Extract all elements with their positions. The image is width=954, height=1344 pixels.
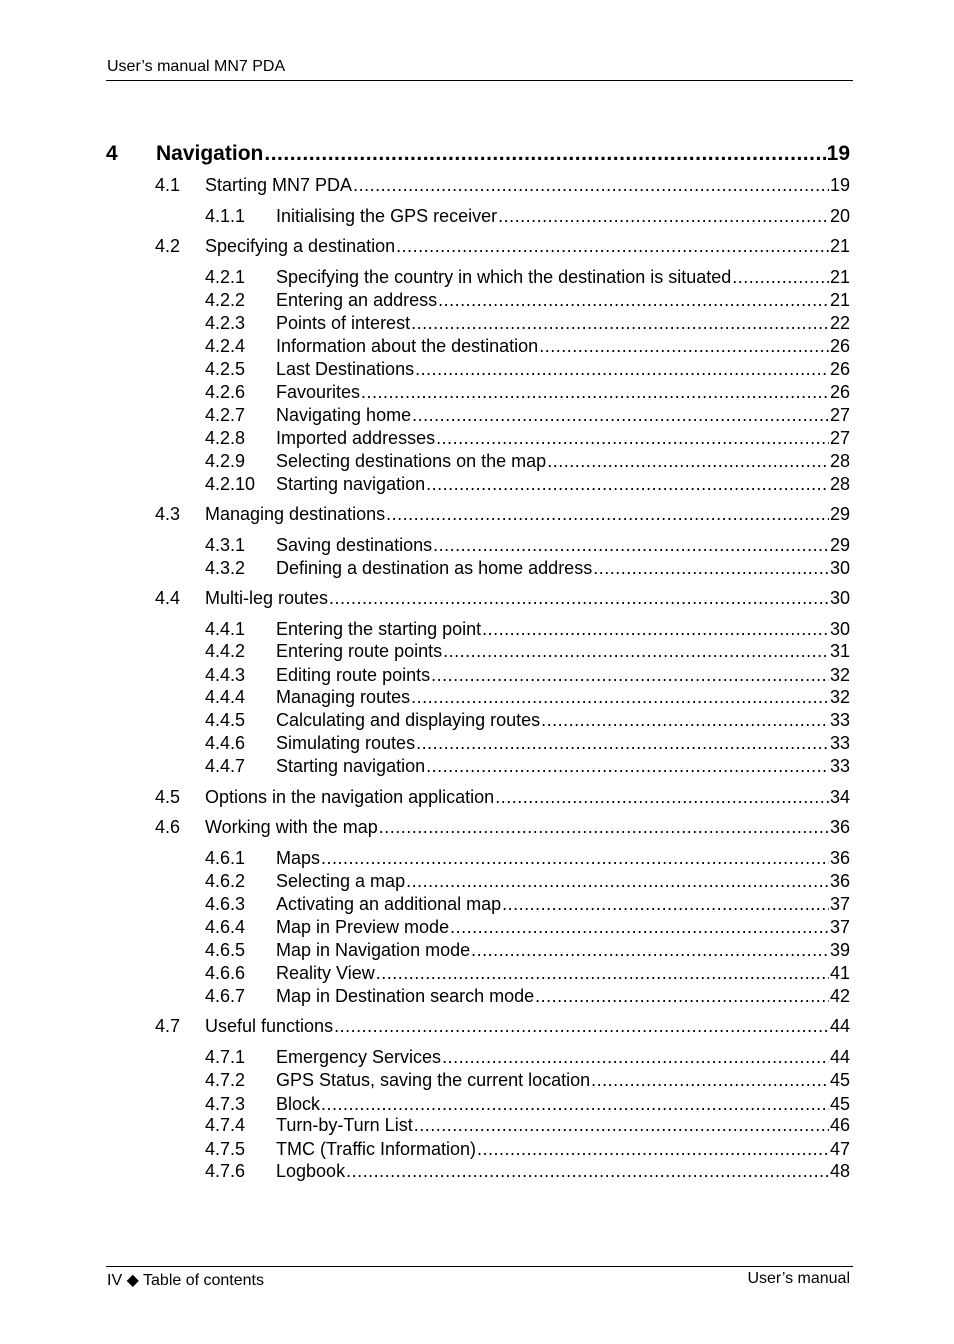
toc-page-number: 33	[829, 756, 850, 776]
toc-page-number: 44	[829, 1047, 850, 1067]
toc-entry-4-6-3[interactable]	[205, 894, 850, 915]
dot-leader	[321, 848, 829, 869]
toc-entry-4-2-7[interactable]	[205, 405, 850, 426]
toc-entry-4-7-3[interactable]	[205, 1094, 850, 1115]
dot-leader	[547, 451, 829, 472]
toc-number: 4.4.2	[205, 641, 246, 661]
toc-title: Maps	[276, 848, 321, 868]
toc-page-number: 34	[829, 787, 850, 807]
toc-title: Starting navigation	[276, 756, 426, 776]
toc-page-number: 28	[829, 474, 850, 494]
toc-title: Multi-leg routes	[205, 588, 329, 608]
toc-number: 4.1	[155, 175, 181, 195]
toc-page-number: 36	[829, 871, 850, 891]
toc-page-number: 28	[829, 451, 850, 471]
toc-entry-4-4-4[interactable]	[205, 687, 850, 708]
toc-number: 4.4.7	[205, 756, 246, 776]
toc-title: Calculating and displaying routes	[276, 710, 541, 730]
toc-page-number: 47	[829, 1139, 850, 1159]
dot-leader	[433, 535, 829, 556]
toc-number: 4.6.2	[205, 871, 246, 891]
dot-leader	[334, 1016, 829, 1037]
toc-title: Editing route points	[276, 665, 431, 685]
toc-number: 4.7.4	[205, 1115, 246, 1135]
toc-entry-4-5[interactable]	[155, 787, 850, 808]
toc-page-number: 45	[829, 1070, 850, 1090]
toc-page-number: 37	[829, 917, 850, 937]
toc-entry-4-6[interactable]	[155, 817, 850, 838]
toc-title: Selecting destinations on the map	[276, 451, 547, 471]
dot-leader	[406, 871, 829, 892]
toc-page-number: 26	[829, 382, 850, 402]
toc-title: Entering the starting point	[276, 619, 482, 639]
toc-page-number: 21	[829, 267, 850, 287]
toc-title: Starting navigation	[276, 474, 426, 494]
dot-leader	[535, 986, 829, 1007]
toc-title: Useful functions	[205, 1016, 334, 1036]
toc-title: Turn-by-Turn List	[276, 1115, 413, 1135]
toc-number: 4.2.3	[205, 313, 246, 333]
toc-title: Points of interest	[276, 313, 411, 333]
toc-number: 4.2.10	[205, 474, 256, 494]
toc-page-number: 36	[829, 848, 850, 868]
toc-number: 4.2.4	[205, 336, 246, 356]
toc-entry-4-3-1[interactable]	[205, 535, 850, 556]
toc-number: 4.7.5	[205, 1139, 246, 1159]
toc-page-number: 36	[829, 817, 850, 837]
toc-title: Logbook	[276, 1161, 346, 1181]
toc-title: Initialising the GPS receiver	[276, 206, 498, 226]
toc-entry-4-2-3[interactable]	[205, 313, 850, 334]
toc-title: Favourites	[276, 382, 361, 402]
toc-number: 4.2.7	[205, 405, 246, 425]
toc-title: Navigating home	[276, 405, 412, 425]
toc-number: 4.5	[155, 787, 181, 807]
toc-page-number: 33	[829, 733, 850, 753]
dot-leader	[321, 1094, 829, 1115]
toc-page-number: 30	[829, 619, 850, 639]
toc-page-number: 19	[826, 142, 850, 165]
toc-title: Map in Preview mode	[276, 917, 450, 937]
toc-page-number: 21	[829, 236, 850, 256]
dot-leader	[426, 756, 829, 777]
page-header	[106, 56, 853, 81]
dot-leader	[415, 359, 829, 380]
dot-leader	[502, 894, 829, 915]
toc-page-number: 22	[829, 313, 850, 333]
toc-number: 4.2.6	[205, 382, 246, 402]
toc-entry-4-7[interactable]	[155, 1016, 850, 1037]
dot-leader	[426, 474, 829, 495]
toc-number: 4.2	[155, 236, 181, 256]
toc-entry-4-2-6[interactable]	[205, 382, 850, 403]
toc-title: Information about the destination	[276, 336, 539, 356]
dot-leader	[361, 382, 829, 403]
toc-page-number: 27	[829, 428, 850, 448]
toc-title: TMC (Traffic Information)	[276, 1139, 477, 1159]
toc-page-number: 44	[829, 1016, 850, 1036]
toc-page-number: 20	[829, 206, 850, 226]
toc-page-number: 39	[829, 940, 850, 960]
toc-title: Managing destinations	[205, 504, 386, 524]
toc-entry-4-6-4[interactable]	[205, 917, 850, 938]
toc-number: 4.6.5	[205, 940, 246, 960]
toc-title: Block	[276, 1094, 321, 1114]
dot-leader	[591, 1070, 829, 1091]
toc-title: Entering route points	[276, 641, 443, 661]
toc-entry-4-2-10[interactable]	[205, 474, 850, 495]
toc-title: Options in the navigation application	[205, 787, 495, 807]
dot-leader	[498, 206, 829, 227]
toc-number: 4.4.6	[205, 733, 246, 753]
dot-leader	[495, 787, 829, 808]
toc-number: 4.7.1	[205, 1047, 246, 1067]
toc-page-number: 31	[829, 641, 850, 661]
dot-leader	[443, 641, 829, 662]
toc-page-number: 33	[829, 710, 850, 730]
dot-leader	[379, 817, 829, 838]
dot-leader	[431, 665, 829, 686]
toc-page-number: 29	[829, 535, 850, 555]
toc-number: 4.7	[155, 1016, 181, 1036]
toc-number: 4.4.3	[205, 665, 246, 685]
toc-entry-4-2-9[interactable]	[205, 451, 850, 472]
toc-number: 4.4.1	[205, 619, 246, 639]
dot-leader	[593, 558, 829, 579]
toc-page-number: 32	[829, 665, 850, 685]
dot-leader	[732, 267, 829, 288]
dot-leader	[414, 1115, 829, 1136]
toc-entry-4-7-1[interactable]	[205, 1047, 850, 1068]
toc-page-number: 21	[829, 290, 850, 310]
toc-entry-4-6-1[interactable]	[205, 848, 850, 869]
toc-number: 4.6.3	[205, 894, 246, 914]
dot-leader	[396, 236, 829, 257]
toc-title: Reality View	[276, 963, 375, 983]
dot-leader	[477, 1139, 829, 1160]
dot-leader	[346, 1161, 829, 1182]
toc-entry-4-7-6[interactable]	[205, 1161, 850, 1182]
toc-entry-4-4-3[interactable]	[205, 665, 850, 686]
dot-leader	[386, 504, 829, 525]
dot-leader	[411, 313, 829, 334]
dot-leader	[412, 405, 829, 426]
toc-entry-4-4-2[interactable]	[205, 641, 850, 662]
toc-entry-4-3[interactable]	[155, 504, 850, 525]
toc-title: Starting MN7 PDA	[205, 175, 353, 195]
toc-entry-4-6-5[interactable]	[205, 940, 850, 961]
toc-entry-4-7-5[interactable]	[205, 1139, 850, 1160]
toc-page-number: 42	[829, 986, 850, 1006]
toc-entry-4-4-6[interactable]	[205, 733, 850, 754]
dot-leader	[471, 940, 829, 961]
toc-number: 4.2.5	[205, 359, 246, 379]
toc-page-number: 41	[829, 963, 850, 983]
toc-page-number: 46	[829, 1115, 850, 1135]
toc-number: 4.2.9	[205, 451, 246, 471]
toc-title: Imported addresses	[276, 428, 436, 448]
toc-number: 4.1.1	[205, 206, 246, 226]
toc-title: Map in Navigation mode	[276, 940, 471, 960]
toc-number: 4.6.4	[205, 917, 246, 937]
dot-leader	[416, 733, 829, 754]
dot-leader	[436, 428, 829, 449]
toc-entry-4-2-8[interactable]	[205, 428, 850, 449]
toc-number: 4.6.7	[205, 986, 246, 1006]
toc-title: Working with the map	[205, 817, 378, 837]
toc-entry-4-7-2[interactable]	[205, 1070, 850, 1091]
dot-leader	[450, 917, 829, 938]
toc-number: 4.4.5	[205, 710, 246, 730]
toc-entry-4-4-5[interactable]	[205, 710, 850, 731]
toc-number: 4.4	[155, 588, 181, 608]
toc-number: 4.7.3	[205, 1094, 246, 1114]
dot-leader	[438, 290, 829, 311]
toc-entry-4-2-4[interactable]	[205, 336, 850, 357]
toc-entry-4-1-1[interactable]	[205, 206, 850, 227]
toc-title: Entering an address	[276, 290, 438, 310]
toc-page-number: 30	[829, 588, 850, 608]
toc-page-number: 30	[829, 558, 850, 578]
toc-page-number: 26	[829, 359, 850, 379]
toc-number: 4.2.2	[205, 290, 246, 310]
dot-leader	[264, 142, 825, 166]
toc-title: Defining a destination as home address	[276, 558, 593, 578]
toc-entry-4-3-2[interactable]	[205, 558, 850, 579]
toc-entry-4-6-6[interactable]	[205, 963, 850, 984]
toc-title: Simulating routes	[276, 733, 416, 753]
toc-entry-4-7-4[interactable]	[205, 1115, 850, 1136]
toc-number: 4.6	[155, 817, 181, 837]
toc-number: 4	[106, 142, 118, 165]
toc-page-number: 29	[829, 504, 850, 524]
footer-left: IV ◆ Table of contents	[107, 1272, 264, 1289]
toc-page-number: 45	[829, 1094, 850, 1114]
toc-entry-4-2-2[interactable]	[205, 290, 850, 311]
toc-title: Selecting a map	[276, 871, 406, 891]
toc-entry-4-4-1[interactable]	[205, 619, 850, 640]
toc-entry-4[interactable]	[106, 142, 850, 166]
toc-title: Specifying a destination	[205, 236, 396, 256]
dot-leader	[376, 963, 829, 984]
toc-title: Last Destinations	[276, 359, 415, 379]
toc-entry-4-4-7[interactable]	[205, 756, 850, 777]
toc-number: 4.6.1	[205, 848, 246, 868]
toc-title: Specifying the country in which the destination is situated	[276, 267, 732, 287]
toc-page-number: 27	[829, 405, 850, 425]
toc-entry-4-6-7[interactable]	[205, 986, 850, 1007]
toc-entry-4-6-2[interactable]	[205, 871, 850, 892]
toc-page-number: 19	[829, 175, 850, 195]
footer-right: User’s manual	[747, 1270, 850, 1287]
dot-leader	[411, 687, 829, 708]
toc-number: 4.7.2	[205, 1070, 246, 1090]
toc-page-number: 26	[829, 336, 850, 356]
toc-number: 4.3.2	[205, 558, 246, 578]
toc-number: 4.7.6	[205, 1161, 246, 1181]
toc-number: 4.3	[155, 504, 181, 524]
toc-number: 4.2.8	[205, 428, 246, 448]
toc-title: Emergency Services	[276, 1047, 442, 1067]
dot-leader	[539, 336, 829, 357]
toc-title: Navigation	[156, 142, 264, 165]
toc-entry-4-1[interactable]	[155, 175, 850, 196]
toc-number: 4.4.4	[205, 687, 246, 707]
dot-leader	[353, 175, 829, 196]
toc-page-number: 32	[829, 687, 850, 707]
toc-title: GPS Status, saving the current location	[276, 1070, 591, 1090]
toc-entry-4-2-1[interactable]	[205, 267, 850, 288]
dot-leader	[541, 710, 829, 731]
toc-title: Saving destinations	[276, 535, 433, 555]
toc-entry-4-2-5[interactable]	[205, 359, 850, 380]
toc-entry-4-4[interactable]	[155, 588, 850, 609]
toc-title: Managing routes	[276, 687, 411, 707]
dot-leader	[329, 588, 829, 609]
toc-entry-4-2[interactable]	[155, 236, 850, 257]
toc-number: 4.2.1	[205, 267, 246, 287]
toc-title: Map in Destination search mode	[276, 986, 535, 1006]
header-title: User’s manual MN7 PDA	[107, 58, 286, 75]
toc-title: Activating an additional map	[276, 894, 502, 914]
toc-page-number: 37	[829, 894, 850, 914]
page-footer	[106, 1266, 853, 1289]
dot-leader	[442, 1047, 829, 1068]
toc-page-number: 48	[829, 1161, 850, 1181]
toc-number: 4.3.1	[205, 535, 246, 555]
toc-number: 4.6.6	[205, 963, 246, 983]
dot-leader	[482, 619, 829, 640]
